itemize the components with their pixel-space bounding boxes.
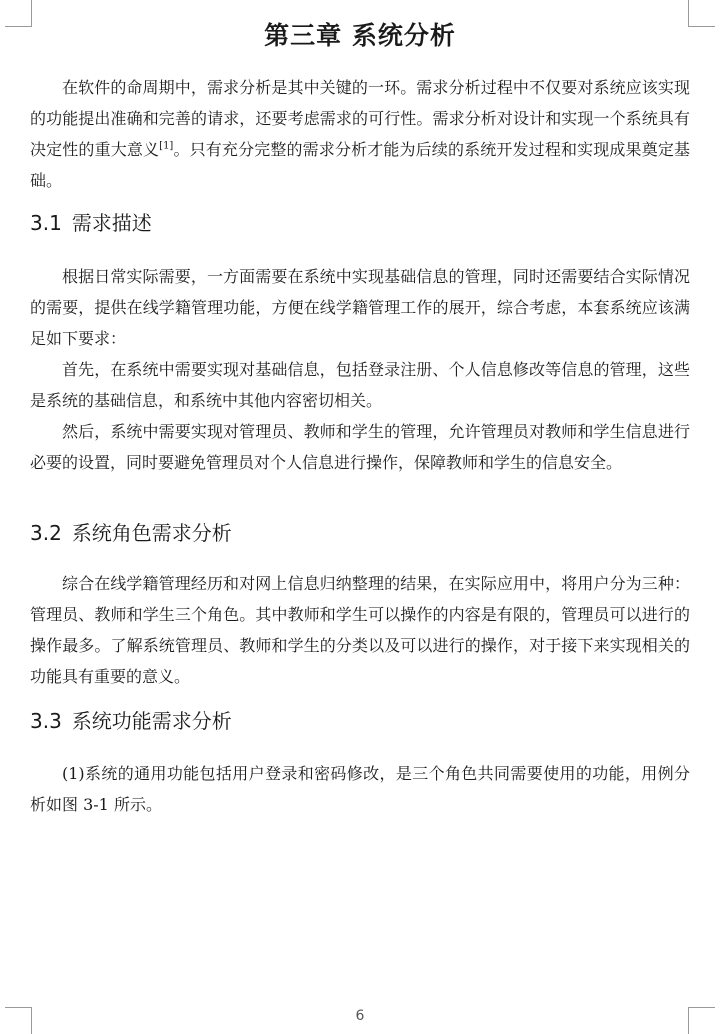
section-title: 需求描述 (71, 211, 152, 235)
section-title: 系统功能需求分析 (71, 709, 232, 733)
chapter-title: 第三章 系统分析 (264, 21, 456, 50)
section-3-3-paragraph-1: (1)系统的通用功能包括用户登录和密码修改，是三个角色共同需要使用的功能，用例分析如图 3-1 所示。 (30, 764, 690, 814)
section-heading-3-2 (30, 518, 690, 548)
section-number: 3.2 (30, 521, 62, 545)
intro-paragraph (30, 72, 690, 196)
section-3-1-paragraph-2: 首先，在系统中需要实现对基础信息，包括登录注册、个人信息修改等信息的管理，这些是系统的基础信息，和系统中其他内容密切相关。 (30, 360, 690, 410)
intro-text-after-ref: 。只有充分完整的需求分析才能为后续的系统开发过程和实现成果奠定基础。 (30, 140, 690, 190)
section-number: 3.1 (30, 211, 62, 235)
section-3-1-paragraph-1: 根据日常实际需要，一方面需要在系统中实现基础信息的管理，同时还需要结合实际情况的需要，提供在线学籍管理功能，方便在线学籍管理工作的展开，综合考虑，本套系统应该满足如下要求： (30, 267, 690, 348)
section-number: 3.3 (30, 709, 62, 733)
crop-mark-top-left (5, 0, 32, 27)
intro-text-before-ref: 在软件的命周期中，需求分析是其中关键的一环。需求分析过程中不仅要对系统应该实现的功能提出准确和完善的请求，还要考虑需求的可行性。需求分析对设计和实现一个系统具有决定性的重大意义 (30, 78, 690, 159)
crop-mark-top-right (688, 0, 715, 27)
section-3-1-paragraph-3: 然后，系统中需要实现对管理员、教师和学生的管理，允许管理员对教师和学生信息进行必要的设置，同时要避免管理员对个人信息进行操作，保障教师和学生的信息安全。 (30, 422, 690, 472)
page-number: 6 (355, 1008, 365, 1024)
reference-marker[interactable]: [1] (159, 140, 174, 152)
section-title: 系统角色需求分析 (71, 521, 232, 545)
section-heading-3-3 (30, 706, 690, 736)
section-3-2-paragraph-1: 综合在线学籍管理经历和对网上信息归纳整理的结果，在实际应用中，将用户分为三种：管理员、教师和学生三个角色。其中教师和学生可以操作的内容是有限的，管理员可以进行的操作最多。了解系统管理员、教师和学生的分类以及可以进行的操作，对于接下来实现相关的功能具有重要的意义。 (30, 574, 690, 686)
section-heading-3-1 (30, 208, 690, 238)
